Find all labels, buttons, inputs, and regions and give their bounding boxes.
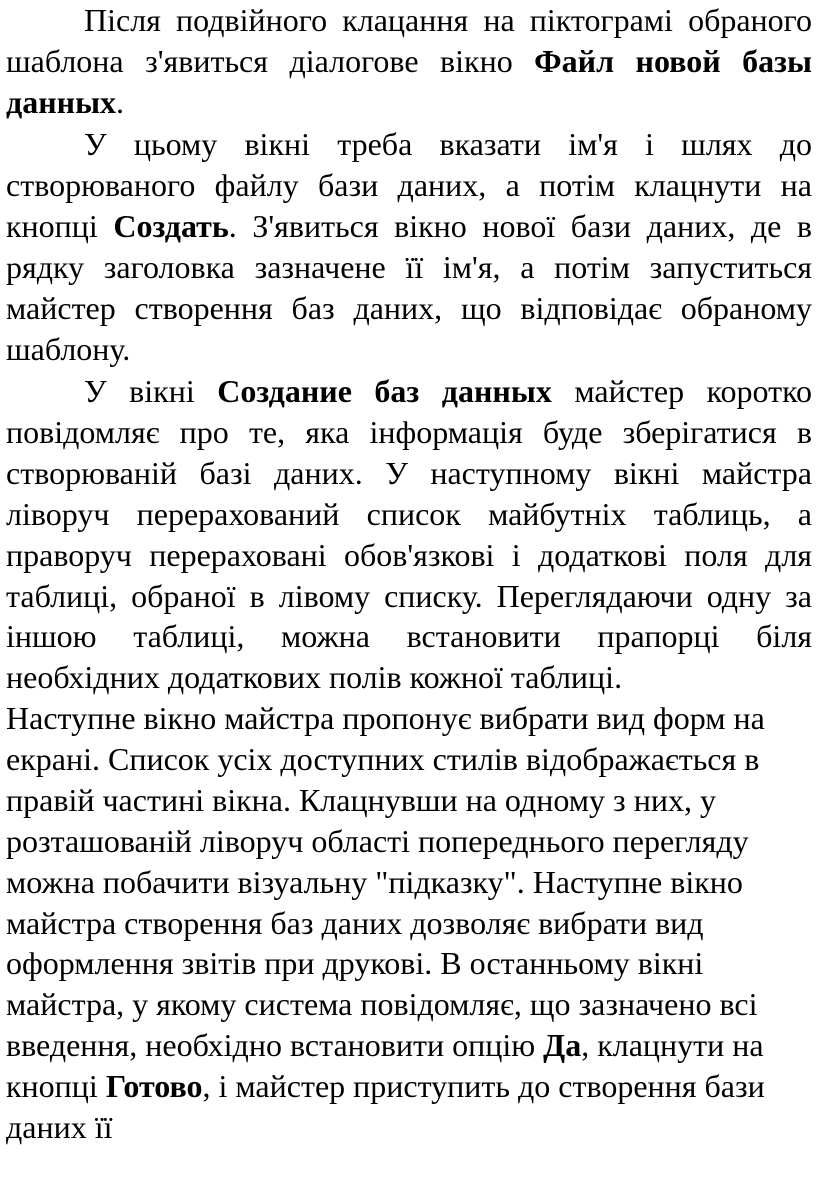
paragraph-4-text-c: , і майстер приступить до створення бази даних її	[6, 1068, 765, 1146]
paragraph-3-text-a: У вікні	[84, 373, 218, 409]
paragraph-1	[6, 0, 812, 123]
paragraph-4-text-b: , клацнути на кнопці	[6, 1027, 764, 1105]
paragraph-4-bold-b: Готово	[105, 1068, 203, 1105]
paragraph-4	[6, 698, 812, 1148]
paragraph-2-text-a: У цьому вікні треба вказати ім'я і шлях до створюваного файлу бази даних, а потім клацнути на кнопці	[6, 126, 812, 244]
paragraph-2	[6, 124, 812, 369]
paragraph-4-bold-a: Да	[543, 1027, 582, 1064]
paragraph-1-text-b: .	[116, 83, 125, 120]
paragraph-2-text-b: . З'явиться вікно нової бази даних, де в рядку заголовка зазначене її ім'я, а потім запуститься майстер створення баз даних, що відповідає обраному шаблону.	[6, 207, 813, 367]
paragraph-4-text-a: Наступне вікно майстра пропонує вибрати вид форм на екрані. Список усіх доступних стилів відображається в правій частині вікна. Клацнувши на одному з них, у розташованій ліворуч області попереднього перегляду можна побачити візуальну "підказку". Наступне вікно майстра створення баз даних дозволяє вибрати вид оформлення звітів при друкові. В останньому вікні майстра, у якому система повідомляє, що зазначено всі введення, необхідно встановити опцію	[6, 700, 765, 1064]
paragraph-1-text-a: Після подвійного клацання на піктограмі обраного шаблона з'явиться діалогове вікно	[6, 2, 812, 79]
paragraph-1-bold-a: Файл новой базы данных	[6, 42, 812, 120]
paragraph-3-text-b: майстер коротко повідомляє про те, яка інформація буде зберігатися в створюваній базі даних. У наступному вікні майстра ліворуч перерахований список майбутніх таблиць, а праворуч перераховані обов'язкові і додаткові поля для таблиці, обраної в лівому списку. Переглядаючи одну за іншою таблиці, можна встановити прапорці біля необхідних додаткових полів кожної таблиці.	[6, 373, 813, 696]
paragraph-3	[6, 371, 812, 698]
paragraph-3-bold-a: Создание баз данных	[217, 373, 552, 409]
paragraph-2-bold-a: Создать	[113, 207, 229, 244]
